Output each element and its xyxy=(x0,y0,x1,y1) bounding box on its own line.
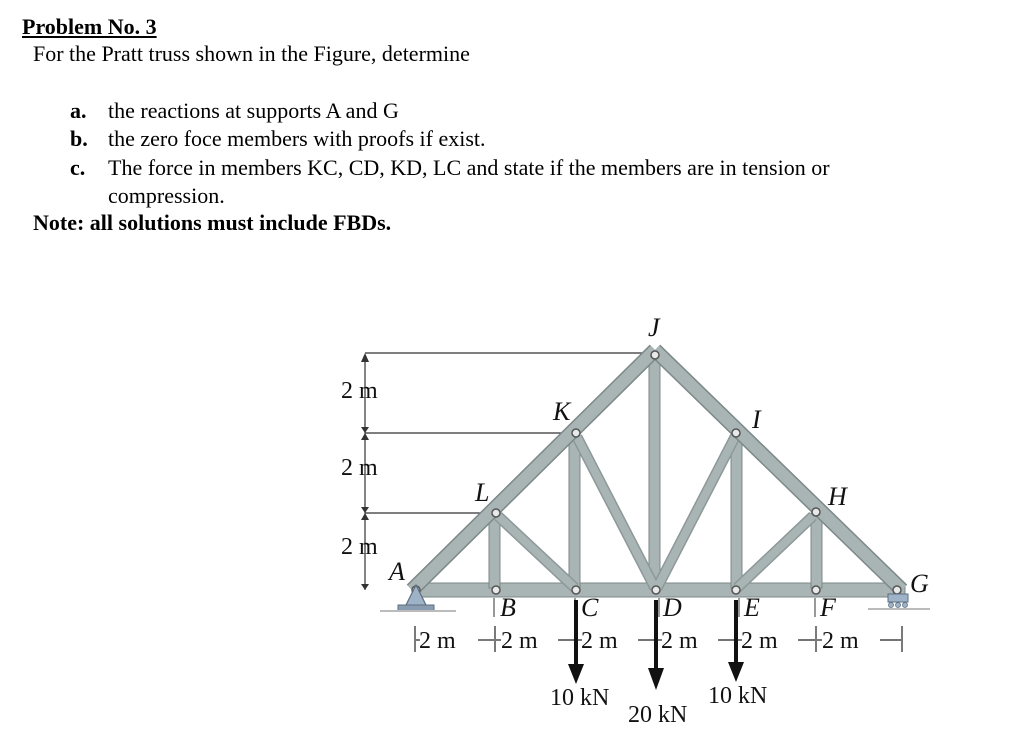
span-dim-label-3: 2 m xyxy=(581,628,618,654)
node-label-H: H xyxy=(828,482,847,511)
height-dim-label-2: 2 m xyxy=(341,455,378,481)
note: Note: all solutions must include FBDs. xyxy=(33,210,392,235)
truss-members xyxy=(412,350,905,597)
span-dim-label-1: 2 m xyxy=(419,628,456,654)
item-text: the zero foce members with proofs if exist. xyxy=(108,126,486,151)
item-label: b. xyxy=(70,126,88,151)
member-LB xyxy=(489,513,500,588)
load-label-C: 10 kN xyxy=(550,685,610,711)
item-text-continued: compression. xyxy=(108,183,225,208)
node-label-A: A xyxy=(389,557,405,586)
item-text: the reactions at supports A and G xyxy=(108,98,399,123)
problem-title: Problem No. 3 xyxy=(22,14,157,39)
span-dim-label-2: 2 m xyxy=(501,628,538,654)
node-label-E: E xyxy=(744,593,760,622)
item-text: The force in members KC, CD, KD, LC and state if the members are in tension or xyxy=(108,155,830,180)
node-label-J: J xyxy=(648,313,660,342)
span-dimension-labels xyxy=(416,628,901,654)
load-label-D: 20 kN xyxy=(628,702,688,728)
height-dim-label-3: 2 m xyxy=(341,534,378,560)
item-label: c. xyxy=(70,155,86,180)
span-dim-label-6: 2 m xyxy=(822,628,859,654)
member-JD xyxy=(649,353,660,588)
item-label: a. xyxy=(70,98,87,123)
node-label-D: D xyxy=(663,593,682,622)
member-KC xyxy=(569,433,580,588)
member-HF xyxy=(811,513,822,588)
node-label-L: L xyxy=(475,478,490,507)
load-label-E: 10 kN xyxy=(708,683,768,709)
node-label-G: G xyxy=(910,569,929,598)
node-label-I: I xyxy=(752,405,761,434)
span-dim-label-5: 2 m xyxy=(741,628,778,654)
node-label-F: F xyxy=(820,593,836,622)
span-dim-label-4: 2 m xyxy=(661,628,698,654)
node-label-B: B xyxy=(500,593,516,622)
problem-intro: For the Pratt truss shown in the Figure, determine xyxy=(33,41,470,66)
node-label-K: K xyxy=(553,397,571,426)
node-label-C: C xyxy=(581,593,599,622)
member-IE xyxy=(731,433,742,588)
height-dim-label-1: 2 m xyxy=(341,378,378,404)
